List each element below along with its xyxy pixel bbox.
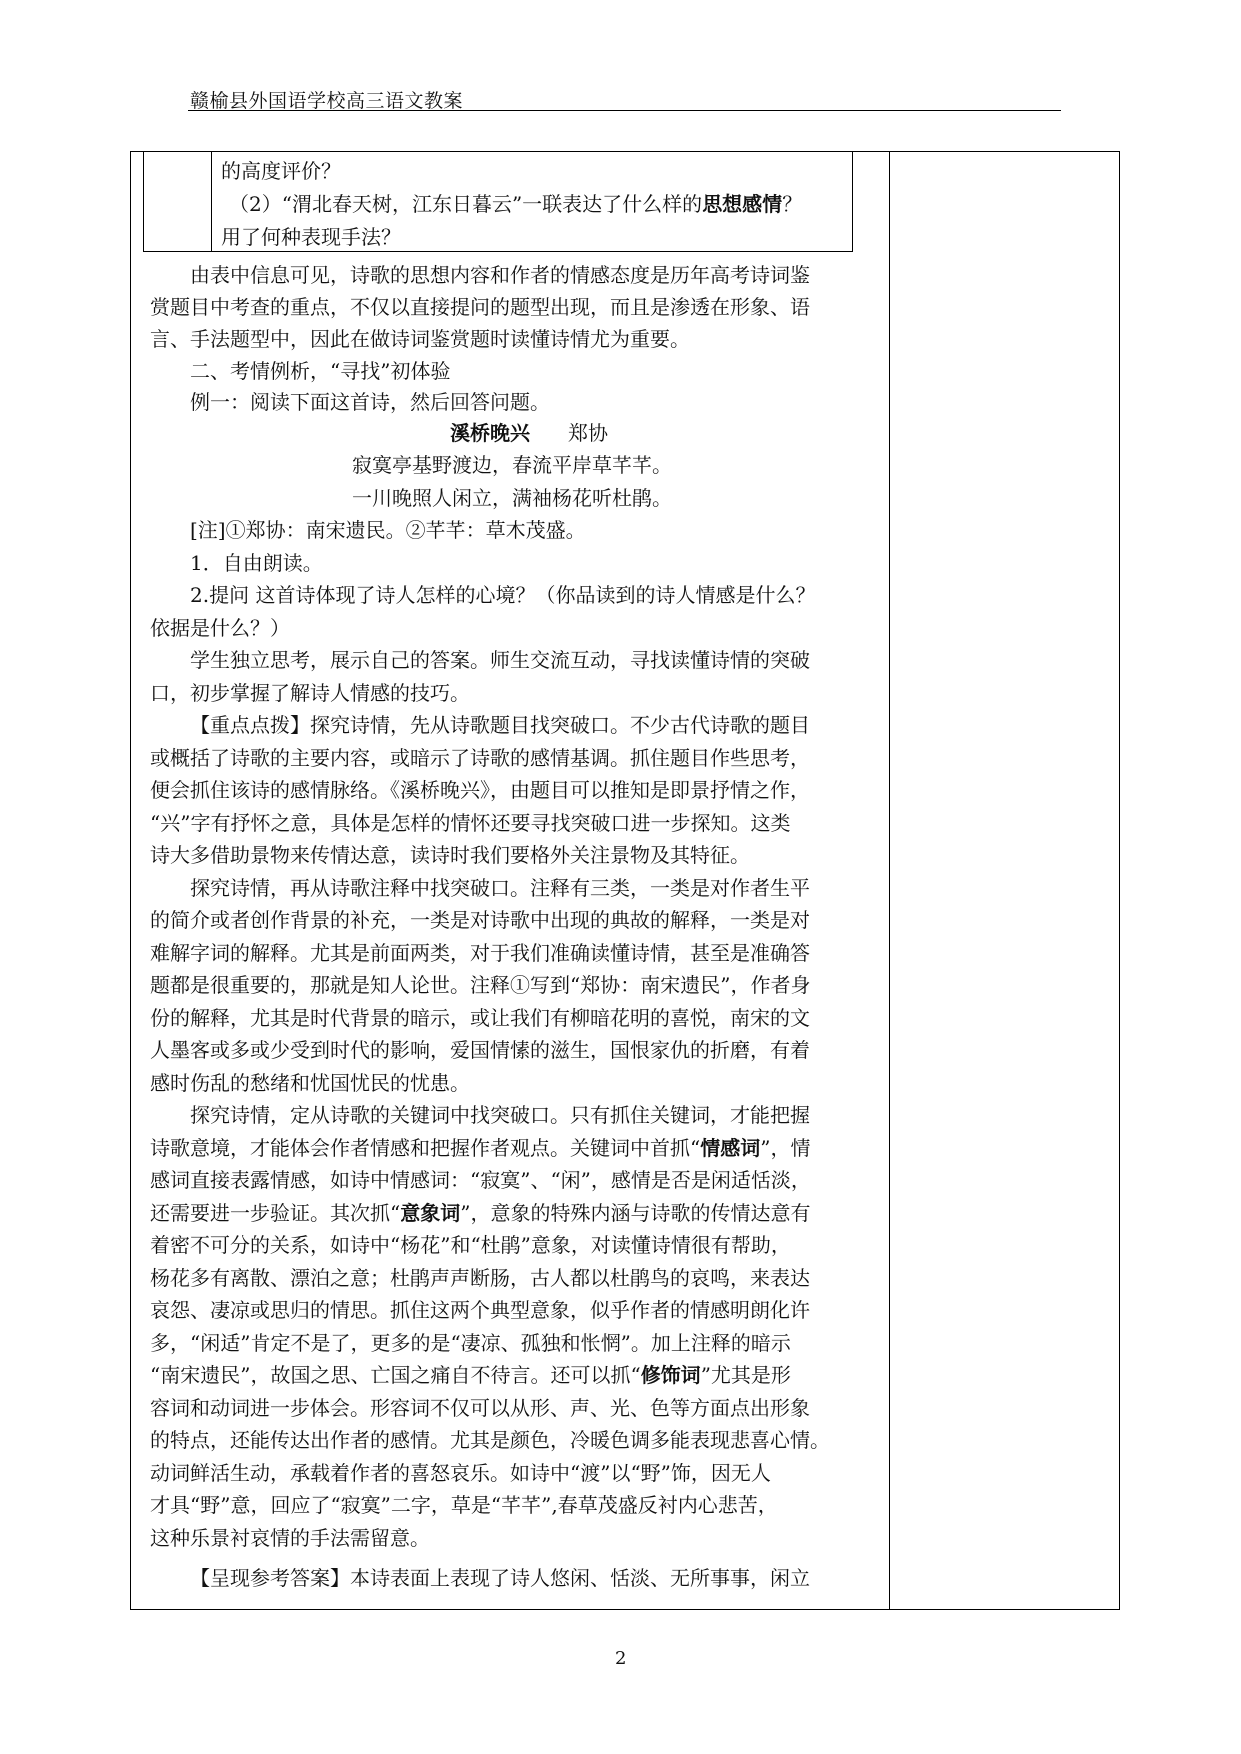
question-2-line-1: 2.提问 这首诗体现了诗人怎样的心境？（你品读到的诗人情感是什么？ — [190, 583, 816, 607]
para-5-line-9-a: “南宋遗民”，故国之思、亡国之痛自不待言。还可以抓“ — [150, 1363, 641, 1387]
para-3-line-2: 或概括了诗歌的主要内容，或暗示了诗歌的感情基调。抓住题目作些思考， — [150, 746, 810, 770]
keyword-emotion-words: 情感词 — [700, 1136, 761, 1160]
para-1-line-2: 赏题目中考查的重点，不仅以直接提问的题型出现，而且是渗透在形象、语 — [150, 295, 810, 319]
para-5-line-4 — [150, 1203, 810, 1223]
para-5-line-7: 哀怨、凄凉或思归的情思。抓住这两个典型意象，似乎作者的情感明朗化许 — [150, 1298, 810, 1322]
para-5-line-2-c: ”，情 — [760, 1136, 811, 1160]
para-5-line-9 — [150, 1365, 791, 1385]
inner-line-2 — [229, 194, 802, 214]
para-5-line-4-c: ”，意象的特殊内涵与诗歌的传情达意有 — [460, 1201, 811, 1225]
poem-line-1: 寂寞亭基野渡边，春流平岸草芊芊。 — [352, 453, 672, 477]
para-5-line-10: 容词和动词进一步体会。形容词不仅可以从形、声、光、色等方面点出形象 — [150, 1396, 810, 1420]
para-5-line-5: 着密不可分的关系，如诗中“杨花”和“杜鹃”意象，对读懂诗情很有帮助， — [150, 1233, 791, 1257]
notes-column-divider — [889, 151, 890, 1609]
para-2-line-2: 口，初步掌握了解诗人情感的技巧。 — [150, 681, 470, 705]
inner-line-2-text: （2）“渭北春天树，江东日暮云”一联表达了什么样的 — [229, 192, 703, 216]
para-5-line-12: 动词鲜活生动，承载着作者的喜怒哀乐。如诗中“渡”以“野”饰，因无人 — [150, 1461, 771, 1485]
header-rule — [188, 110, 1061, 111]
para-4-line-5: 份的解释，尤其是时代背景的暗示，或让我们有柳暗花明的喜悦，南宋的文 — [150, 1006, 810, 1030]
question-2-line-2: 依据是什么？） — [150, 616, 290, 640]
keyword-modifier-words: 修饰词 — [640, 1363, 701, 1387]
para-5-line-4-a: 还需要进一步验证。其次抓“ — [150, 1201, 401, 1225]
section-2-heading: 二、考情例析，“寻找”初体验 — [190, 359, 451, 383]
para-2-line-1: 学生独立思考，展示自己的答案。师生交流互动，寻找读懂诗情的突破 — [190, 648, 810, 672]
para-6-line-1: 【呈现参考答案】本诗表面上表现了诗人悠闲、恬淡、无所事事，闲立 — [190, 1566, 810, 1590]
inner-line-3: 用了何种表现手法？ — [221, 225, 401, 249]
example-1-intro: 例一：阅读下面这首诗，然后回答问题。 — [190, 390, 550, 414]
page-number: 2 — [615, 1648, 627, 1669]
para-5-line-13: 才具“野”意，回应了“寂寞”二字，草是“芊芊”,春草茂盛反衬内心悲苦， — [150, 1493, 778, 1517]
para-5-line-14: 这种乐景衬哀情的手法需留意。 — [150, 1526, 430, 1550]
para-4-line-7: 感时伤乱的愁绪和忧国忧民的忧患。 — [150, 1071, 470, 1095]
poem-title: 溪桥晚兴 — [450, 421, 530, 445]
keyword-image-words: 意象词 — [400, 1201, 461, 1225]
para-5-line-6: 杨花多有离散、漂泊之意；杜鹃声声断肠，古人都以杜鹃鸟的哀鸣，来表达 — [150, 1266, 810, 1290]
para-3-line-4: “兴”字有抒怀之意，具体是怎样的情怀还要寻找突破口进一步探知。这类 — [150, 811, 791, 835]
para-1-line-1: 由表中信息可见，诗歌的思想内容和作者的情感态度是历年高考诗词鉴 — [190, 263, 810, 287]
para-4-line-3: 难解字词的解释。尤其是前面两类，对于我们准确读懂诗情，甚至是准确答 — [150, 941, 810, 965]
inner-line-1: 的高度评价？ — [221, 159, 341, 183]
question-1: 1．自由朗读。 — [190, 551, 323, 575]
para-5-line-8: 多，“闲适”肯定不是了，更多的是“凄凉、孤独和怅惘”。加上注释的暗示 — [150, 1331, 791, 1355]
para-3-line-1: 【重点点拨】探究诗情，先从诗歌题目找突破口。不少古代诗歌的题目 — [190, 713, 810, 737]
para-1-line-3: 言、手法题型中，因此在做诗词鉴赏题时读懂诗情尤为重要。 — [150, 327, 690, 351]
para-4-line-2: 的简介或者创作背景的补充，一类是对诗歌中出现的典故的解释，一类是对 — [150, 908, 810, 932]
poem-author: 郑协 — [568, 421, 608, 445]
para-4-line-1: 探究诗情，再从诗歌注释中找突破口。注释有三类，一类是对作者生平 — [190, 876, 810, 900]
header-title: 赣榆县外国语学校高三语文教案 — [190, 90, 464, 112]
inner-line-2-tail: ？ — [782, 192, 803, 216]
poem-line-2: 一川晚照人闲立，满袖杨花听杜鹃。 — [352, 486, 672, 510]
inner-table-divider — [211, 151, 212, 252]
para-5-line-2 — [150, 1138, 810, 1158]
para-3-line-5: 诗大多借助景物来传情达意，读诗时我们要格外关注景物及其特征。 — [150, 843, 750, 867]
poem-note: [注]①郑协：南宋遗民。②芊芊：草木茂盛。 — [190, 518, 586, 542]
inner-line-2-bold: 思想感情 — [702, 192, 783, 216]
para-5-line-11: 的特点，还能传达出作者的感情。尤其是颜色，冷暖色调多能表现悲喜心情。 — [150, 1428, 830, 1452]
para-5-line-9-c: ”尤其是形 — [700, 1363, 791, 1387]
para-3-line-3: 便会抓住该诗的感情脉络。《溪桥晚兴》，由题目可以推知是即景抒情之作， — [150, 778, 810, 802]
para-5-line-1: 探究诗情，定从诗歌的关键词中找突破口。只有抓住关键词，才能把握 — [190, 1103, 810, 1127]
para-5-line-3: 感词直接表露情感，如诗中情感词：“寂寞”、“闲”，感情是否是闲适恬淡， — [150, 1168, 811, 1192]
para-5-line-2-a: 诗歌意境，才能体会作者情感和把握作者观点。关键词中首抓“ — [150, 1136, 701, 1160]
para-4-line-4: 题都是很重要的，那就是知人论世。注释①写到“郑协：南宋遗民”，作者身 — [150, 973, 811, 997]
para-4-line-6: 人墨客或多或少受到时代的影响，爱国情愫的滋生，国恨家仇的折磨，有着 — [150, 1038, 810, 1062]
